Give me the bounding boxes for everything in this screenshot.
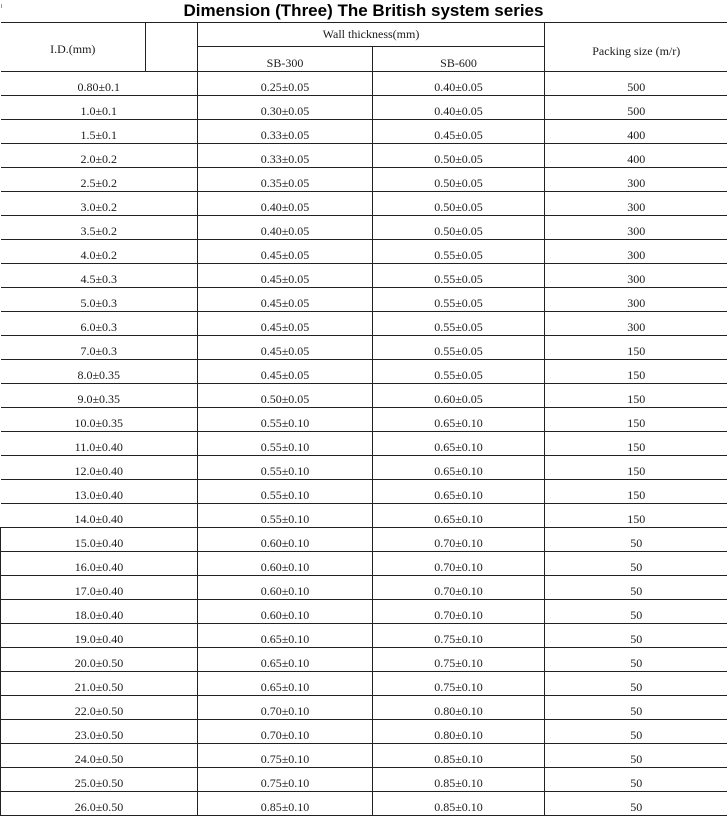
sb300-header: SB-300 bbox=[198, 47, 373, 72]
sb300-cell: 0.60±0.10 bbox=[198, 600, 373, 624]
sb300-cell: 0.45±0.05 bbox=[198, 288, 373, 312]
table-row bbox=[1, 600, 727, 624]
packing-cell: 500 bbox=[545, 72, 727, 96]
table-row bbox=[1, 408, 727, 432]
id-cell: 3.5±0.2 bbox=[1, 216, 198, 240]
packing-cell: 150 bbox=[545, 480, 727, 504]
sb600-cell: 0.70±0.10 bbox=[373, 528, 545, 552]
table-row bbox=[1, 240, 727, 264]
sb300-cell: 0.60±0.10 bbox=[198, 552, 373, 576]
id-cell: 22.0±0.50 bbox=[1, 696, 198, 720]
packing-cell: 50 bbox=[545, 792, 727, 816]
packing-cell: 300 bbox=[545, 288, 727, 312]
sb600-cell: 0.45±0.05 bbox=[373, 120, 545, 144]
table-row bbox=[1, 264, 727, 288]
sb300-cell: 0.85±0.10 bbox=[198, 792, 373, 816]
id-cell: 24.0±0.50 bbox=[1, 744, 198, 768]
sb300-cell: 0.75±0.10 bbox=[198, 768, 373, 792]
sb300-cell: 0.50±0.05 bbox=[198, 384, 373, 408]
sb600-cell: 0.55±0.05 bbox=[373, 288, 545, 312]
packing-cell: 300 bbox=[545, 240, 727, 264]
sb600-cell: 0.70±0.10 bbox=[373, 552, 545, 576]
sb300-cell: 0.45±0.05 bbox=[198, 264, 373, 288]
id-cell: 3.0±0.2 bbox=[1, 192, 198, 216]
table-row bbox=[1, 528, 727, 552]
sb600-cell: 0.50±0.05 bbox=[373, 168, 545, 192]
id-cell: 10.0±0.35 bbox=[1, 408, 198, 432]
id-cell: 16.0±0.40 bbox=[1, 552, 198, 576]
packing-cell: 50 bbox=[545, 744, 727, 768]
id-cell: 0.80±0.1 bbox=[1, 72, 198, 96]
table-row bbox=[1, 456, 727, 480]
packing-cell: 300 bbox=[545, 312, 727, 336]
sb600-cell: 0.75±0.10 bbox=[373, 624, 545, 648]
packing-size-header: Packing size (m/r) bbox=[545, 23, 727, 72]
packing-cell: 50 bbox=[545, 672, 727, 696]
table-row bbox=[1, 720, 727, 744]
dimension-table bbox=[0, 22, 727, 816]
id-cell: 2.5±0.2 bbox=[1, 168, 198, 192]
id-cell: 21.0±0.50 bbox=[1, 672, 198, 696]
sb300-cell: 0.75±0.10 bbox=[198, 744, 373, 768]
sb600-cell: 0.65±0.10 bbox=[373, 408, 545, 432]
sb300-cell: 0.55±0.10 bbox=[198, 456, 373, 480]
table-row bbox=[1, 744, 727, 768]
id-cell: 23.0±0.50 bbox=[1, 720, 198, 744]
id-cell: 4.5±0.3 bbox=[1, 264, 198, 288]
sb300-cell: 0.65±0.10 bbox=[198, 672, 373, 696]
table-row bbox=[1, 336, 727, 360]
id-cell: 4.0±0.2 bbox=[1, 240, 198, 264]
sb300-cell: 0.65±0.10 bbox=[198, 624, 373, 648]
sb300-cell: 0.25±0.05 bbox=[198, 72, 373, 96]
sb300-cell: 0.45±0.05 bbox=[198, 336, 373, 360]
table-row bbox=[1, 96, 727, 120]
sb300-cell: 0.35±0.05 bbox=[198, 168, 373, 192]
sb600-cell: 0.65±0.10 bbox=[373, 504, 545, 528]
id-cell: 17.0±0.40 bbox=[1, 576, 198, 600]
table-row bbox=[1, 672, 727, 696]
packing-cell: 50 bbox=[545, 528, 727, 552]
id-cell: 1.0±0.1 bbox=[1, 96, 198, 120]
packing-cell: 300 bbox=[545, 216, 727, 240]
packing-cell: 150 bbox=[545, 456, 727, 480]
sb600-cell: 0.80±0.10 bbox=[373, 720, 545, 744]
packing-cell: 50 bbox=[545, 768, 727, 792]
packing-cell: 300 bbox=[545, 192, 727, 216]
id-cell: 7.0±0.3 bbox=[1, 336, 198, 360]
table-row bbox=[1, 480, 727, 504]
table-row bbox=[1, 696, 727, 720]
sb300-cell: 0.40±0.05 bbox=[198, 192, 373, 216]
sb600-cell: 0.85±0.10 bbox=[373, 792, 545, 816]
id-cell: 18.0±0.40 bbox=[1, 600, 198, 624]
sb600-header: SB-600 bbox=[373, 47, 545, 72]
packing-cell: 150 bbox=[545, 432, 727, 456]
sb600-cell: 0.50±0.05 bbox=[373, 144, 545, 168]
sb300-cell: 0.70±0.10 bbox=[198, 696, 373, 720]
sb300-cell: 0.55±0.10 bbox=[198, 480, 373, 504]
table-row bbox=[1, 120, 727, 144]
id-cell: 25.0±0.50 bbox=[1, 768, 198, 792]
sb600-cell: 0.70±0.10 bbox=[373, 600, 545, 624]
id-cell: 11.0±0.40 bbox=[1, 432, 198, 456]
table-row bbox=[1, 168, 727, 192]
id-cell: 6.0±0.3 bbox=[1, 312, 198, 336]
packing-cell: 150 bbox=[545, 408, 727, 432]
packing-cell: 50 bbox=[545, 648, 727, 672]
sb600-cell: 0.75±0.10 bbox=[373, 648, 545, 672]
table-row bbox=[1, 72, 727, 96]
blank-header-cell bbox=[146, 23, 198, 72]
header-row-1 bbox=[1, 23, 727, 47]
sb300-cell: 0.60±0.10 bbox=[198, 528, 373, 552]
packing-cell: 150 bbox=[545, 384, 727, 408]
packing-cell: 500 bbox=[545, 96, 727, 120]
sb600-cell: 0.70±0.10 bbox=[373, 576, 545, 600]
sb600-cell: 0.65±0.10 bbox=[373, 480, 545, 504]
wall-thickness-header: Wall thickness(mm) bbox=[198, 23, 545, 47]
sb600-cell: 0.65±0.10 bbox=[373, 432, 545, 456]
table-row bbox=[1, 288, 727, 312]
sb600-cell: 0.50±0.05 bbox=[373, 216, 545, 240]
packing-cell: 50 bbox=[545, 576, 727, 600]
packing-cell: 300 bbox=[545, 264, 727, 288]
id-column-header: I.D.(mm) bbox=[1, 23, 146, 72]
sb600-cell: 0.55±0.05 bbox=[373, 312, 545, 336]
packing-cell: 50 bbox=[545, 720, 727, 744]
id-cell: 14.0±0.40 bbox=[1, 504, 198, 528]
sb300-cell: 0.30±0.05 bbox=[198, 96, 373, 120]
table-row bbox=[1, 576, 727, 600]
table-row bbox=[1, 144, 727, 168]
id-cell: 15.0±0.40 bbox=[1, 528, 198, 552]
sb300-cell: 0.55±0.10 bbox=[198, 408, 373, 432]
page-title: Dimension (Three) The British system series bbox=[0, 0, 727, 22]
sb300-cell: 0.55±0.10 bbox=[198, 504, 373, 528]
sb300-cell: 0.70±0.10 bbox=[198, 720, 373, 744]
table-row bbox=[1, 312, 727, 336]
sb300-cell: 0.55±0.10 bbox=[198, 432, 373, 456]
sb600-cell: 0.55±0.05 bbox=[373, 336, 545, 360]
sb600-cell: 0.55±0.05 bbox=[373, 264, 545, 288]
sb600-cell: 0.60±0.05 bbox=[373, 384, 545, 408]
sb600-cell: 0.65±0.10 bbox=[373, 456, 545, 480]
id-cell: 20.0±0.50 bbox=[1, 648, 198, 672]
sb300-cell: 0.65±0.10 bbox=[198, 648, 373, 672]
table-row bbox=[1, 216, 727, 240]
id-cell: 26.0±0.50 bbox=[1, 792, 198, 816]
packing-cell: 50 bbox=[545, 600, 727, 624]
table-row bbox=[1, 360, 727, 384]
sb600-cell: 0.55±0.05 bbox=[373, 240, 545, 264]
sb600-cell: 0.80±0.10 bbox=[373, 696, 545, 720]
table-row bbox=[1, 648, 727, 672]
sb300-cell: 0.45±0.05 bbox=[198, 240, 373, 264]
sb600-cell: 0.50±0.05 bbox=[373, 192, 545, 216]
id-cell: 8.0±0.35 bbox=[1, 360, 198, 384]
packing-cell: 50 bbox=[545, 696, 727, 720]
packing-cell: 150 bbox=[545, 336, 727, 360]
packing-cell: 150 bbox=[545, 360, 727, 384]
table-row bbox=[1, 384, 727, 408]
table-row bbox=[1, 432, 727, 456]
table-row bbox=[1, 552, 727, 576]
sb300-cell: 0.45±0.05 bbox=[198, 360, 373, 384]
id-cell: 19.0±0.40 bbox=[1, 624, 198, 648]
id-cell: 12.0±0.40 bbox=[1, 456, 198, 480]
sb600-cell: 0.40±0.05 bbox=[373, 96, 545, 120]
sb600-cell: 0.55±0.05 bbox=[373, 360, 545, 384]
packing-cell: 400 bbox=[545, 144, 727, 168]
sb300-cell: 0.45±0.05 bbox=[198, 312, 373, 336]
sb600-cell: 0.75±0.10 bbox=[373, 672, 545, 696]
id-cell: 5.0±0.3 bbox=[1, 288, 198, 312]
packing-cell: 150 bbox=[545, 504, 727, 528]
table-body bbox=[1, 23, 727, 816]
table-row bbox=[1, 624, 727, 648]
sb600-cell: 0.40±0.05 bbox=[373, 72, 545, 96]
sb300-cell: 0.60±0.10 bbox=[198, 576, 373, 600]
sb600-cell: 0.85±0.10 bbox=[373, 768, 545, 792]
sb600-cell: 0.85±0.10 bbox=[373, 744, 545, 768]
table-row bbox=[1, 192, 727, 216]
packing-cell: 300 bbox=[545, 168, 727, 192]
id-cell: 1.5±0.1 bbox=[1, 120, 198, 144]
sb300-cell: 0.33±0.05 bbox=[198, 144, 373, 168]
id-cell: 9.0±0.35 bbox=[1, 384, 198, 408]
id-cell: 13.0±0.40 bbox=[1, 480, 198, 504]
packing-cell: 50 bbox=[545, 552, 727, 576]
id-cell: 2.0±0.2 bbox=[1, 144, 198, 168]
packing-cell: 400 bbox=[545, 120, 727, 144]
sb300-cell: 0.33±0.05 bbox=[198, 120, 373, 144]
sb300-cell: 0.40±0.05 bbox=[198, 216, 373, 240]
table-row bbox=[1, 768, 727, 792]
packing-cell: 50 bbox=[545, 624, 727, 648]
table-row bbox=[1, 504, 727, 528]
